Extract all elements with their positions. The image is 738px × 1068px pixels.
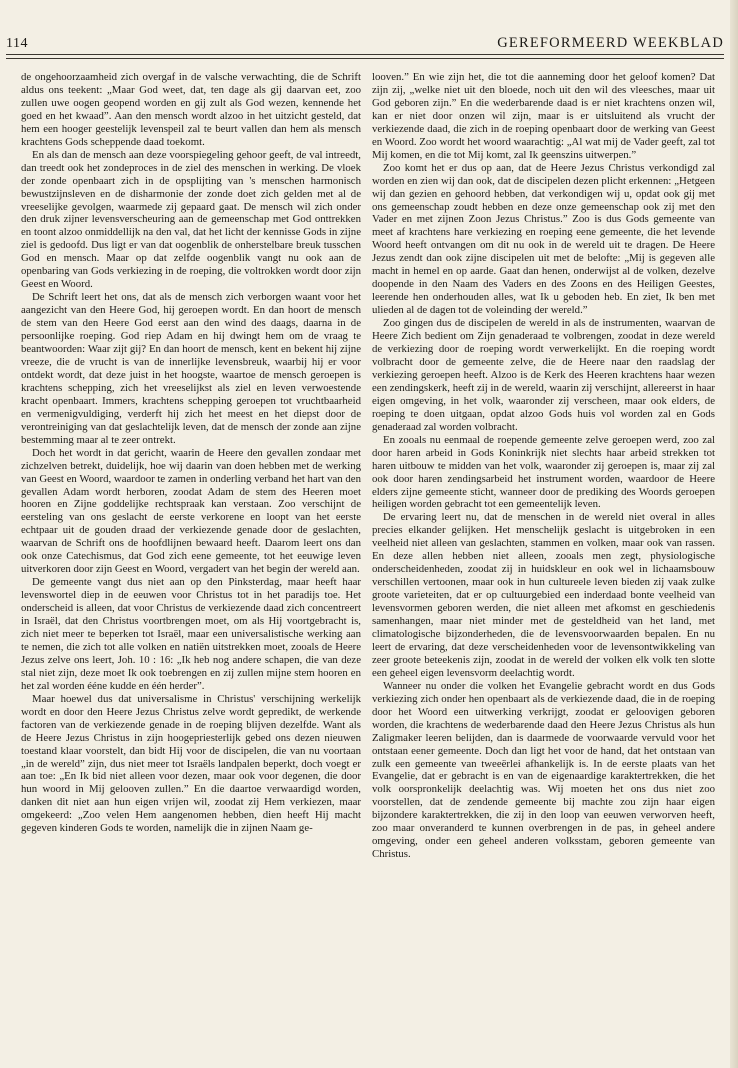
paragraph: Zoo gingen dus de discipelen de wereld in als de instrumenten, waarvan de Heere Zich bedient om Zijn genaderaad te volbrengen, zoodat in deze wereld de verkiezing door de roeping wordt verwerkelijkt. En die roeping wordt volbracht door de gemeente zelve, die de Heere naar den raadslag der verkiezing geroepen heeft. Alzoo is de Kerk des Heeren krachtens haar wezen een zendingskerk, heeft zij in de wereld, waarin zij verschijnt, allereerst in haar eigen omgeving, in het volk, waaronder zij verscheen, maar ook elders, de roeping te doen uitgaan, opdat alzoo Gods huis vol worden zal en Gods genaderaad zal worden volbracht. [372,317,715,433]
paragraph: Zoo komt het er dus op aan, dat de Heere Jezus Christus verkondigd zal worden en zien wij dan ook, dat de discipelen dezen plicht erkennen: „Hetgeen wij dan gezien en gehoord hebben, dat verkondigen wij u, opdat ook gij met ons gemeenschap zoudt hebben en deze onze gemeenschap ook zij met den Vader en met zijnen Zoon Jezus Christus.” Zoo is dus Gods gemeente van meet af krachtens hare verkiezing en roeping eene gemeente, die het levende Woord heeft ontvangen om dit nu ook in de wereld uit te dragen. De Heere Jezus zendt dan ook zijne discipelen uit met de belofte: „Mij is gegeven alle macht in hemel en op aarde. Gaat dan henen, onderwijst al de volken, dezelve doopende in den Naam des Vaders en des Zoons en des Heiligen Geestes, leerende hen onderhouden alles, wat Ik u geboden heb. En ziet, Ik ben met ulieden al de dagen tot de voleinding der wereld.” [372,161,715,317]
paragraph: Doch het wordt in dat gericht, waarin de Heere den gevallen zondaar met zichzelven betrekt, duidelijk, hoe wij daarin van doen hebben met de werking van Geest en Woord, waardoor te zamen in onderling verband het hart van den gevallen Adam wordt herboren, zoodat Adam de stem des Heeren moet hooren en Zijne goddelijke rechtspraak kan verstaan. Zoo verschijnt de eersteling van ons geslacht de eerste verkorene en loopt van het eerste echtpaar uit de gouden draad der verkiezende genade door de geslachten, waarvan de Schrift ons de hoofdlijnen bewaard heeft. Daarom leert ons dan ook onze Catechismus, dat God zich eene gemeente, tot het eeuwige leven uitverkoren door zijn Geest en Woord, vergadert van het begin der wereld aan. [21,446,361,576]
paragraph: looven.” En wie zijn het, die tot die aanneming door het geloof komen? Dat zijn zij, „welke niet uit den bloede, noch uit den wil des vleesches, maar uit God geboren zijn.” En die wederbarende daad is er niet krachtens onzen wil, kan er niet door onzen wil zijn, maar is er uitsluitend als vrucht der verkiezende daad, die zich in de roeping openbaart door de werking van Geest en Woord. Zoo wordt het woord waarachtig: „Al wat mij de Vader geeft, zal tot Mij komen, en die tot Mij komt, zal Ik geenszins uitwerpen.” [372,71,715,161]
paragraph: Maar hoewel dus dat universalisme in Christus' verschijning werkelijk wordt en door den Heere Jezus Christus zelve wordt gepredikt, de werkende factoren van de verkiezende genade in de roeping blijven dezelfde. Want als de Heere Jezus Christus in zijn hoogepriesterlijk gebed ons dezen nieuwen toestand klaar voorstelt, dan bidt Hij voor de discipelen, die van nu voortaan „in de wereld” zijn, dus niet meer tot Israëls landpalen beperkt, doch voegt er aan toe: „En Ik bid niet alleen voor dezen, maar ook voor degenen, die door hun woord in Mij gelooven zullen.” En die daartoe verwaardigd worden, danken dit niet aan hun eigen vrijen wil, zoodat zij Hem verkiezen, maar omgekeerd: „Zoo velen Hem aangenomen hebben, dien heeft Hij macht gegeven kinderen Gods te worden, namelijk die in zijnen Naam ge- [21,692,361,835]
paragraph: De Schrift leert het ons, dat als de mensch zich verborgen waant voor het aangezicht van den Heere God, hij geroepen wordt. En dan hoort de mensch de stem van den Heere God eerst aan den wind des daags, daarna in de persoonlijke roeping. God riep Adam en hij dwingt hem om de vraag te beantwoorden: Waar zijt gij? En dan hoort de mensch, kent en bekent hij zijne vreeze, die de vrucht is van de innerlijke levensbreuk, waarbij hij er voor ontdekt wordt, dat deze juist in het hoogste, waartoe de mensch geroepen is krachtens schepping, zich het vreeselijkst als ziel en leven verwoestende kracht openbaart. Immers, krachtens schepping geroepen tot vruchtbaarheid en vermenigvuldiging, verderft hij zich het meest en het diepst door de verontreiniging van dat geslachtelijk leven, dat de mensch der zonde aan zijne bestemming maar al te zeer ontrekt. [21,291,361,446]
paragraph: En zooals nu eenmaal de roepende gemeente zelve geroepen werd, zoo zal door haren arbeid in Gods Koninkrijk niet slechts haar arbeid strekken tot haren uitbouw te midden van het volk, waaronder zij geroepen is, maar zij zal ook door haren zendingsarbeid het instrument worden, waardoor de Heere elders zijne gemeente sticht, wanneer door de prediking des Woords geroepen heiligen worden gebracht tot een gemeentelijk leven. [372,433,715,511]
running-header [6,30,724,55]
left-column [21,71,361,1061]
page-number: 114 [6,36,28,51]
journal-title: GEREFORMEERD WEEKBLAD [497,35,724,51]
paragraph: De gemeente vangt dus niet aan op den Pinksterdag, maar heeft haar levenswortel diep in de eeuwen voor Christus tot in het paradijs toe. Het onderscheid is alleen, dat voor Christus de verkiezende daad zich concentreert in Israël, dat den Christus voortbrengen moet, om als Hij voortgebracht is, zich niet meer te beperken tot Israël, maar een universalistische werking aan te nemen, die zich tot alle volken en natiën uitstrekken moet, zooals de Heere Jezus zelve ons leert, Joh. 10 : 16: „Ik heb nog andere schapen, die van deze stal niet zijn, deze moet Ik ook toebrengen en zij zullen mijne stem hooren en het zal worden ééne kudde en één herder”. [21,576,361,692]
paragraph: De ervaring leert nu, dat de menschen in de wereld niet overal in alles precies elkander gelijken. Het menschelijk geslacht is uitgebroken in een veelheid niet alleen van geslachten, stammen en volken, maar ook van rassen. En deze allen hebben niet alleen, zooals men zegt, physiologische onderscheidenheden, zoodat zij in huidskleur en ook wel in lichaamsbouw verschillen vertoonen, maar ook in hun cultureele leven bieden zij vaak zulke groote varieteiten, dat er op cultuurgebied een inderdaad bonte veelheid van levensvormen geboren werden, die niet alleen met afkomst en geschiedenis samenhangen, maar niet minder met de gesteldheid van het land, met climatologische bijzonderheden, die de levensvoorwaarden bepalen. En nu leert de ervaring, dat deze verscheidenheden voor de levensontwikkeling van zeer groote beteekenis zijn, zoodat in de wereld der volken elk volk ten slotte een geheel eigen levensvorm deelachtig wordt. [372,511,715,679]
header-rule [6,58,724,59]
paragraph: Wanneer nu onder die volken het Evangelie gebracht wordt en dus Gods verkiezing zich onder hen openbaart als de verkiezende daad, die in de roeping door het Woord een uitwerking verkrijgt, zoodat er geloovigen geboren worden, die krachtens de wederbarende daad den Heere Jezus Christus als hun Zaligmaker leeren belijden, dan is daarmede de voorwaarde vervuld voor het ontstaan eener gemeente. Doch dan ligt het voor de hand, dat het ontstaan van zulk een gemeente van tweeërlei afhankelijk is. In de eerste plaats van het Evangelie, dat er gebracht is en van de eigenaardige karaktertrekken, die het volk oorspronkelijk deelachtig was. Wij moeten het ons dus niet zoo voorstellen, dat de zendende gemeente bij machte zou zijn haar eigen bijzondere karaktertrekken, die zij in den loop van eeuwen verworven heeft, zoo maar onveranderd te kunnen overbrengen in de pas, in geheel andere omgeving, onder een geheel anderen volksstam, geboren gemeente van Christus. [372,679,715,861]
right-column [372,71,715,1061]
paragraph: de ongehoorzaamheid zich overgaf in de valsche verwachting, die de Schrift aldus ons teekent: „Maar God weet, dat, ten dage als gij daarvan eet, zoo zullen uwe oogen geopend worden en gij zult als God wezen, kennende het goed en het kwaad”. Aan den mensch wordt alzoo in het uitzicht gesteld, dat hem een hooger geestelijk levenspeil zal te beurt vallen dan hem als mensch krachtens Gods scheppende daad toekomt. [21,71,361,148]
paragraph: En als dan de mensch aan deze voorspiegeling gehoor geeft, de val intreedt, dan treedt ook het zondeproces in de ziel des menschen in werking. De vloek der zonde openbaart zich in de opsplijting van 's menschen harmonisch bewustzijnsleven en de disharmonie der zonde doet zich gelden met al de vreeselijke gevolgen, waarmede zij gepaard gaat. De mensch wil zich onder den druk zijner levensverscheuring aan de gemeenschap met God onttrekken en toont alzoo onmiddellijk na den val, dat het licht der kennisse Gods in zijne ziel is gedoofd. Dus ligt er van dat oogenblik de onherstelbare breuk tusschen God en mensch. Maar op dat zelfde oogenblik vangt nu ook aan de openbaring van Gods verkiezing in de roeping, die voltrokken wordt door zijn Geest en Woord. [21,148,361,291]
page-edge [730,0,738,1068]
